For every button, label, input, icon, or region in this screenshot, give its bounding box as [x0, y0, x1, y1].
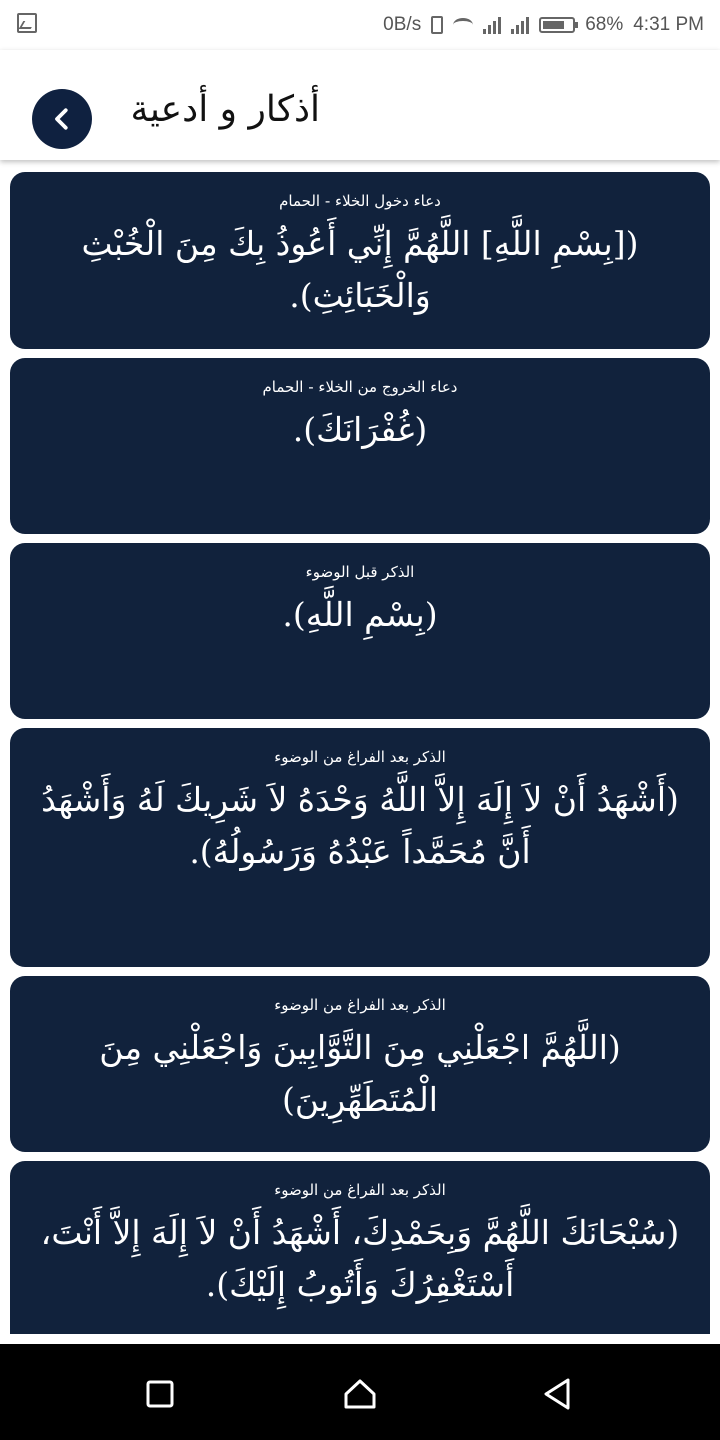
dhikr-card[interactable]: [10, 976, 710, 1152]
signal-icon: [483, 16, 501, 34]
card-text: (أَشْهَدُ أَنْ لاَ إِلَهَ إِلاَّ اللَّهُ وَحْدَهُ لاَ شَرِيكَ لَهُ وَأَشْهَدُ أَنَّ مُحَمَّداً عَبْدُهُ وَرَسُولُهُ).: [41, 780, 679, 871]
system-back-button[interactable]: [538, 1374, 578, 1414]
card-text: (سُبْحَانَكَ اللَّهُمَّ وَبِحَمْدِكَ، أَشْهَدُ أَنْ لاَ إِلَهَ إِلاَّ أَنْتَ، أَسْتَغْفِرُكَ وَأَتُوبُ إِلَيْكَ).: [40, 1213, 680, 1304]
status-bar: [0, 0, 720, 50]
adhkar-list[interactable]: [10, 172, 710, 1334]
card-text: ([بِسْمِ اللَّهِ] اللَّهُمَّ إِنِّي أَعُوذُ بِكَ مِنَ الْخُبْثِ وَالْخَبَائِثِ).: [81, 224, 639, 315]
card-text: (بِسْمِ اللَّهِ).: [282, 595, 438, 634]
status-right: [383, 12, 704, 38]
net-speed: 0B/s: [383, 14, 422, 35]
card-title: الذكر قبل الوضوء: [305, 563, 415, 581]
dhikr-card[interactable]: [10, 728, 710, 967]
back-icon: [538, 1374, 578, 1414]
system-nav-bar: [0, 1344, 720, 1440]
recent-apps-icon: [140, 1374, 180, 1414]
home-button[interactable]: [340, 1374, 380, 1414]
dhikr-card[interactable]: [10, 358, 710, 534]
card-text: (اللَّهُمَّ اجْعَلْنِي مِنَ التَّوَّابِينَ وَاجْعَلْنِي مِنَ الْمُتَطَهِّرِينَ): [99, 1028, 621, 1119]
card-text: (غُفْرَانَكَ).: [292, 410, 428, 449]
page-title: أذكار و أدعية: [130, 89, 320, 130]
gallery-icon: [17, 13, 37, 33]
vibrate-icon: [431, 16, 443, 34]
card-title: الذكر بعد الفراغ من الوضوء: [274, 1181, 446, 1199]
dhikr-card[interactable]: [10, 543, 710, 719]
battery-icon: [539, 17, 575, 33]
home-icon: [340, 1374, 380, 1414]
battery-percent: 68%: [585, 14, 624, 35]
dhikr-card[interactable]: [10, 172, 710, 349]
wifi-icon: [453, 18, 473, 32]
card-title: دعاء دخول الخلاء - الحمام: [279, 192, 441, 210]
app-header: [0, 50, 720, 160]
card-title: الذكر بعد الفراغ من الوضوء: [274, 748, 446, 766]
back-button[interactable]: [32, 89, 92, 149]
dhikr-card[interactable]: [10, 1161, 710, 1334]
signal-icon: [511, 16, 529, 34]
clock: 4:31 PM: [633, 14, 704, 35]
card-title: دعاء الخروج من الخلاء - الحمام: [262, 378, 458, 396]
card-title: الذكر بعد الفراغ من الوضوء: [274, 996, 446, 1014]
chevron-left-icon: [47, 104, 77, 134]
recent-apps-button[interactable]: [140, 1374, 180, 1414]
